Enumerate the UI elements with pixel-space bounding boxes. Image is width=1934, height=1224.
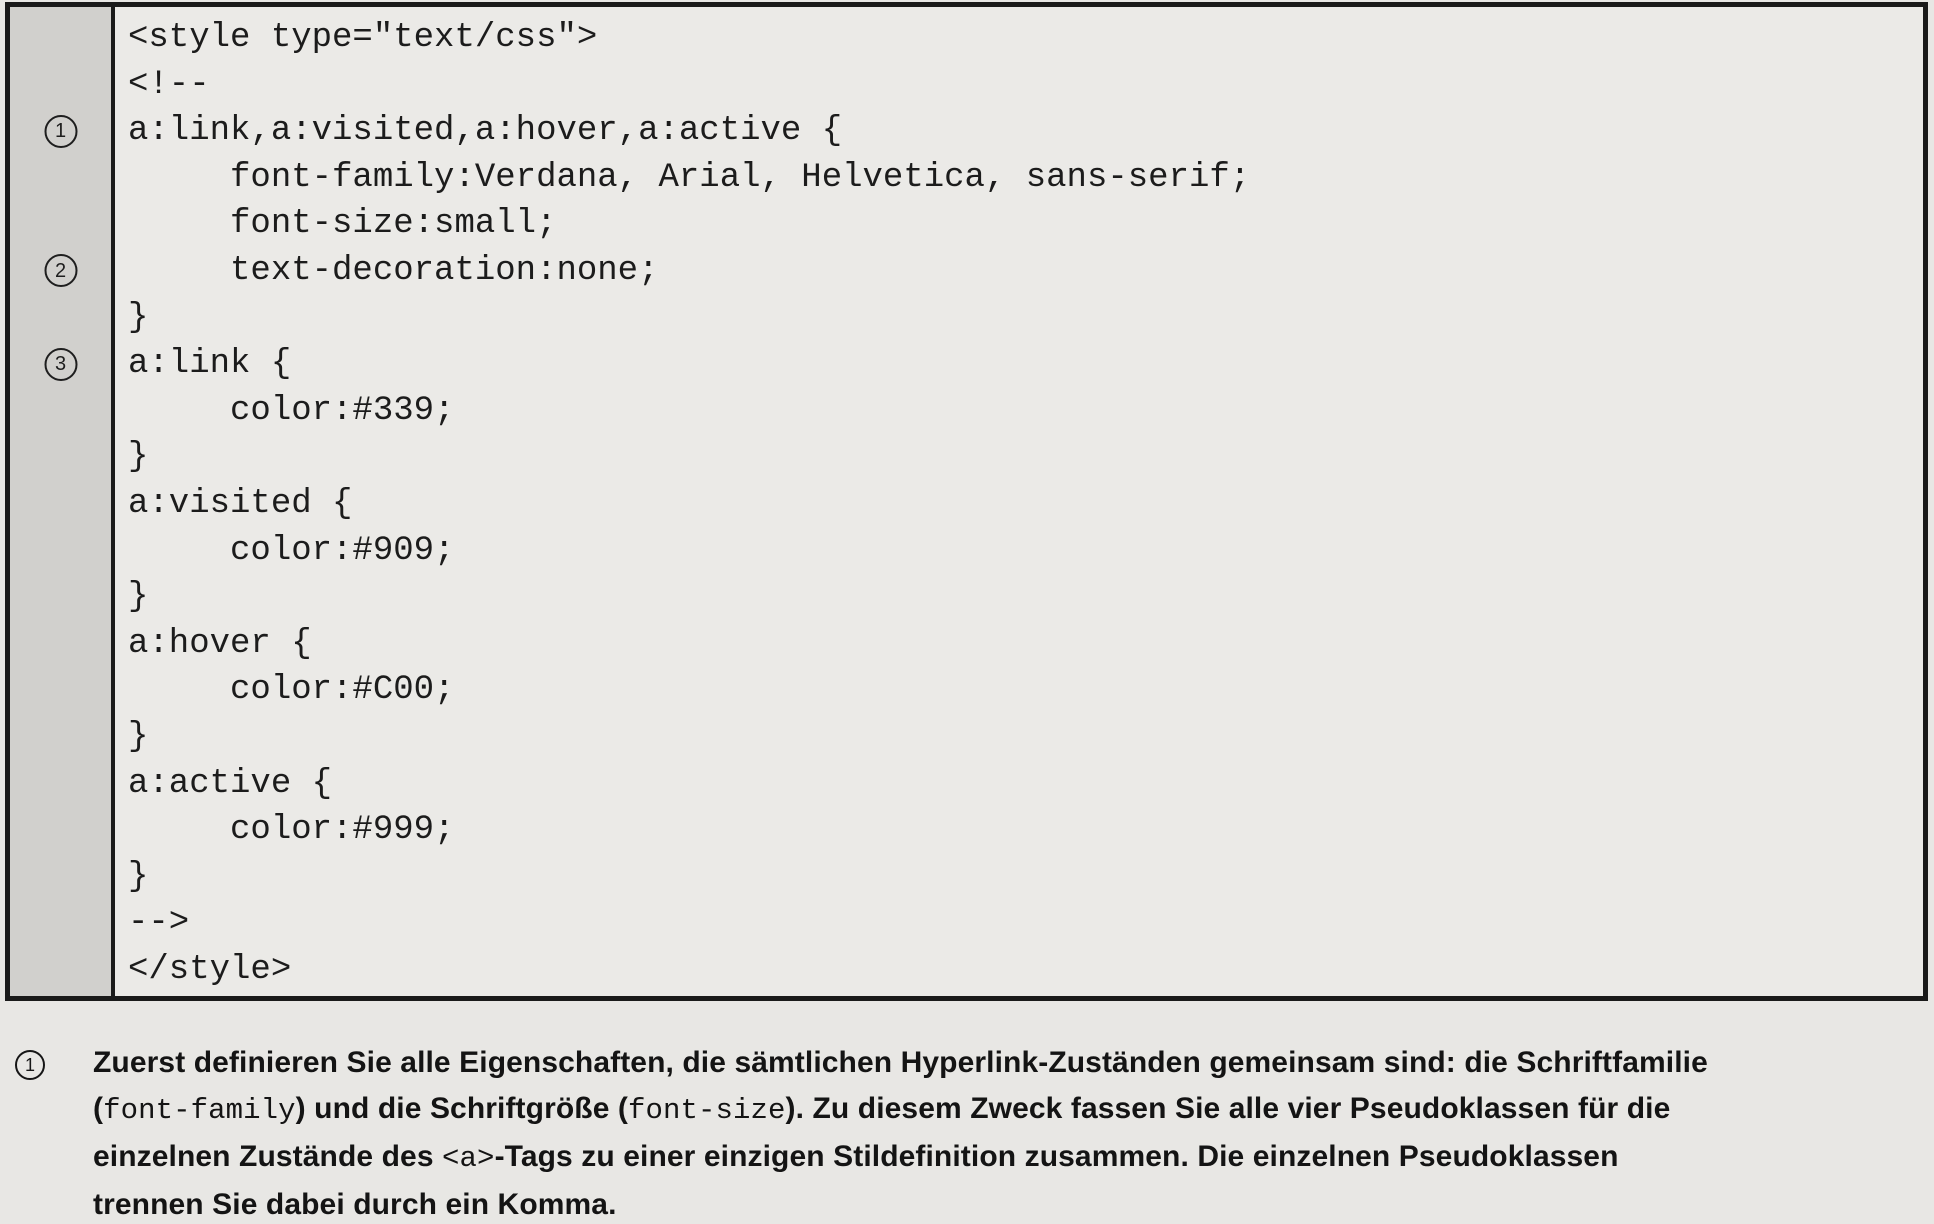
code-line: text-decoration:none;	[128, 251, 659, 290]
note-text-run: font-size	[628, 1094, 786, 1127]
code-line: a:link,a:visited,a:hover,a:active {	[128, 112, 843, 151]
code-listing	[115, 7, 1923, 996]
code-line: <!--	[128, 65, 210, 104]
code-line: }	[128, 717, 149, 756]
note-text-run: font-family	[103, 1094, 296, 1127]
code-annotation-marker-3: 3	[44, 348, 77, 381]
code-line: a:visited {	[128, 484, 353, 523]
code-line: color:#339;	[128, 391, 455, 430]
code-line: color:#999;	[128, 811, 455, 850]
code-annotation-marker-1: 1	[44, 115, 77, 148]
annotation-gutter	[10, 7, 115, 996]
circled-number-icon: 1	[15, 1050, 45, 1080]
note-text-run: ). Zu diesem Zweck fassen Sie alle vier Pseudoklassen für die einzelnen Zustände des	[93, 1092, 1671, 1173]
code-line: a:hover {	[128, 624, 312, 663]
code-line: }	[128, 298, 149, 337]
note-text-run: <a>	[442, 1142, 495, 1175]
code-line: }	[128, 857, 149, 896]
code-listing-box	[5, 2, 1928, 1001]
code-line: font-size:small;	[128, 205, 557, 244]
code-line: -->	[128, 904, 190, 943]
code-line: <style type="text/css">	[128, 19, 598, 57]
note-text-run: Zuerst definieren Sie alle Eigenschaften, die sämtlichen Hyperlink-Zuständen gemeinsam sind: die Schriftfamilie (	[93, 1046, 1708, 1125]
note-text-run: ) und die Schriftgröße (	[295, 1092, 629, 1125]
code-line: font-family:Verdana, Arial, Helvetica, sans-serif;	[128, 158, 1251, 197]
code-annotation-marker-2: 2	[44, 254, 77, 287]
note-text	[93, 1040, 1733, 1224]
code-line: }	[128, 438, 149, 477]
code-line: a:link {	[128, 345, 292, 384]
code-line: a:active {	[128, 764, 333, 803]
code-line: }	[128, 578, 149, 617]
code-line: color:#C00;	[128, 671, 455, 710]
code-line: </style>	[128, 950, 292, 989]
code-line: color:#909;	[128, 531, 455, 570]
note-text-run: -Tags zu einer einzigen Stildefinition zusammen. Die einzelnen Pseudoklassen trennen Sie dabei durch ein Komma.	[93, 1140, 1619, 1221]
